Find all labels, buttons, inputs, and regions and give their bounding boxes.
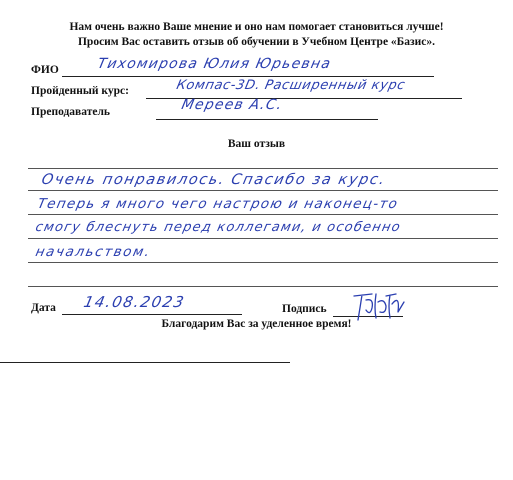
- review-rule-5: [28, 262, 498, 263]
- teacher-value: Мереев А.С.: [180, 97, 285, 113]
- header-line-2: Просим Вас оставить отзыв об обучении в Учебном Центре «Базис».: [77, 36, 436, 48]
- review-title: Ваш отзыв: [227, 138, 286, 150]
- course-label: Пройденный курс:: [31, 85, 129, 97]
- date-label: Дата: [31, 302, 56, 314]
- review-line-4: начальством.: [34, 244, 153, 260]
- teacher-line: [156, 119, 378, 120]
- fio-line: [62, 76, 434, 77]
- signature-label: Подпись: [282, 303, 327, 315]
- thanks-text: Благодарим Вас за уделенное время!: [161, 318, 352, 330]
- review-line-2: Теперь я много чего настрою и наконец-то: [36, 196, 400, 212]
- header-line-1: Нам очень важно Ваше мнение и оно нам помогает становиться лучше!: [69, 21, 444, 33]
- review-rule-3: [28, 214, 498, 215]
- review-line-1: Очень понравилось. Спасибо за курс.: [40, 172, 388, 188]
- date-line: [62, 314, 242, 315]
- teacher-label: Преподаватель: [31, 106, 111, 118]
- review-line-3: смогу блеснуть перед коллегами, и особенно: [34, 220, 403, 235]
- review-rule-2: [28, 190, 498, 191]
- date-value: 14.08.2023: [82, 293, 187, 311]
- review-rule-4: [28, 238, 498, 239]
- review-rule-6: [28, 286, 498, 287]
- fio-value: Тихомирова Юлия Юрьевна: [96, 56, 333, 72]
- review-rule-1: [28, 168, 498, 169]
- course-value: Компас-3D. Расширенный курс: [175, 78, 407, 93]
- bottom-divider: [0, 362, 290, 363]
- fio-label: ФИО: [31, 64, 59, 76]
